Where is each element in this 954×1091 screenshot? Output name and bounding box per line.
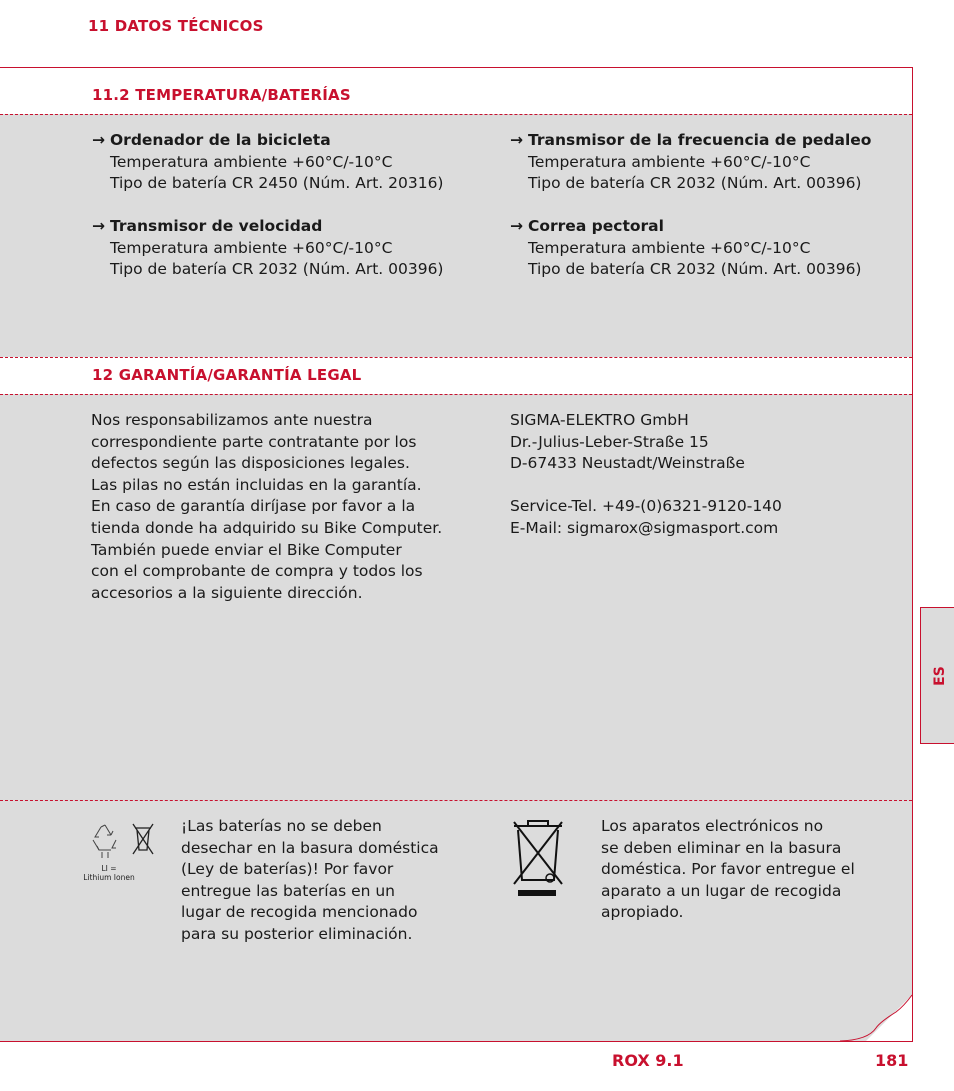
page-number: 181 xyxy=(875,1051,909,1070)
device-disposal-text: Los aparatos electrónicos no se deben eliminar en la basura doméstica. Por favor entregue el aparato a un lugar de recogida apropiado. xyxy=(601,817,855,922)
arrow-icon: → xyxy=(92,217,105,235)
spec-chest-strap: → Correa pectoral Temperatura ambiente +60°C/-10°C Tipo de batería CR 2032 (Núm. Art. 00396) xyxy=(510,217,862,279)
spec-cadence-transmitter: → Transmisor de la frecuencia de pedaleo Temperatura ambiente +60°C/-10°C Tipo de batería CR 2032 (Núm. Art. 00396) xyxy=(510,131,872,193)
warranty-paragraph: Nos responsabilizamos ante nuestra correspondiente parte contratante por los defectos según las disposiciones legales. Las pilas no están incluidas en la garantía. En caso de garantía diríjase por favor a la tienda donde ha adquirido su Bike Computer. También puede enviar el Bike Computer con el comprobante de compra y todos los accesorios a la siguiente dirección. xyxy=(91,411,443,602)
separator xyxy=(0,394,912,395)
language-tab[interactable] xyxy=(920,607,954,744)
spec-speed-transmitter: → Transmisor de velocidad Temperatura ambiente +60°C/-10°C Tipo de batería CR 2032 (Núm. Art. 00396) xyxy=(92,217,444,279)
section-title-temperatures: 11.2 TEMPERATURA/BATERÍAS xyxy=(92,86,351,104)
language-tab-label: ES xyxy=(932,665,948,686)
separator xyxy=(0,114,912,115)
footer-product: ROX 9.1 xyxy=(612,1051,684,1070)
separator xyxy=(0,357,912,358)
chapter-title: 11 DATOS TÉCNICOS xyxy=(88,17,264,35)
spec-bike-computer: → Ordenador de la bicicleta Temperatura ambiente +60°C/-10°C Tipo de batería CR 2450 (Núm. Art. 20316) xyxy=(92,131,444,193)
recycle-icon xyxy=(90,822,120,858)
battery-type-label: LI = Lithium Ionen xyxy=(83,864,135,882)
company-address: SIGMA-ELEKTRO GmbH Dr.-Julius-Leber-Straße 15 D-67433 Neustadt/Weinstraße Service-Tel. +49-(0)6321-9120-140 E-Mail: sigmarox@sigmasport.com xyxy=(510,410,782,540)
separator xyxy=(0,800,912,801)
battery-disposal-text: ¡Las baterías no se deben desechar en la basura doméstica (Ley de baterías)! Por favor entregue las baterías en un lugar de recogida mencionado para su posterior eliminación. xyxy=(181,817,439,943)
weee-bin-icon xyxy=(510,818,566,898)
arrow-icon: → xyxy=(510,131,523,149)
service-email: E-Mail: sigmarox@sigmasport.com xyxy=(510,518,779,537)
service-phone: Service-Tel. +49-(0)6321-9120-140 xyxy=(510,497,782,516)
section-title-warranty: 12 GARANTÍA/GARANTÍA LEGAL xyxy=(92,366,362,384)
arrow-icon: → xyxy=(510,217,523,235)
arrow-icon: → xyxy=(92,131,105,149)
crossed-bin-icon xyxy=(131,822,155,856)
